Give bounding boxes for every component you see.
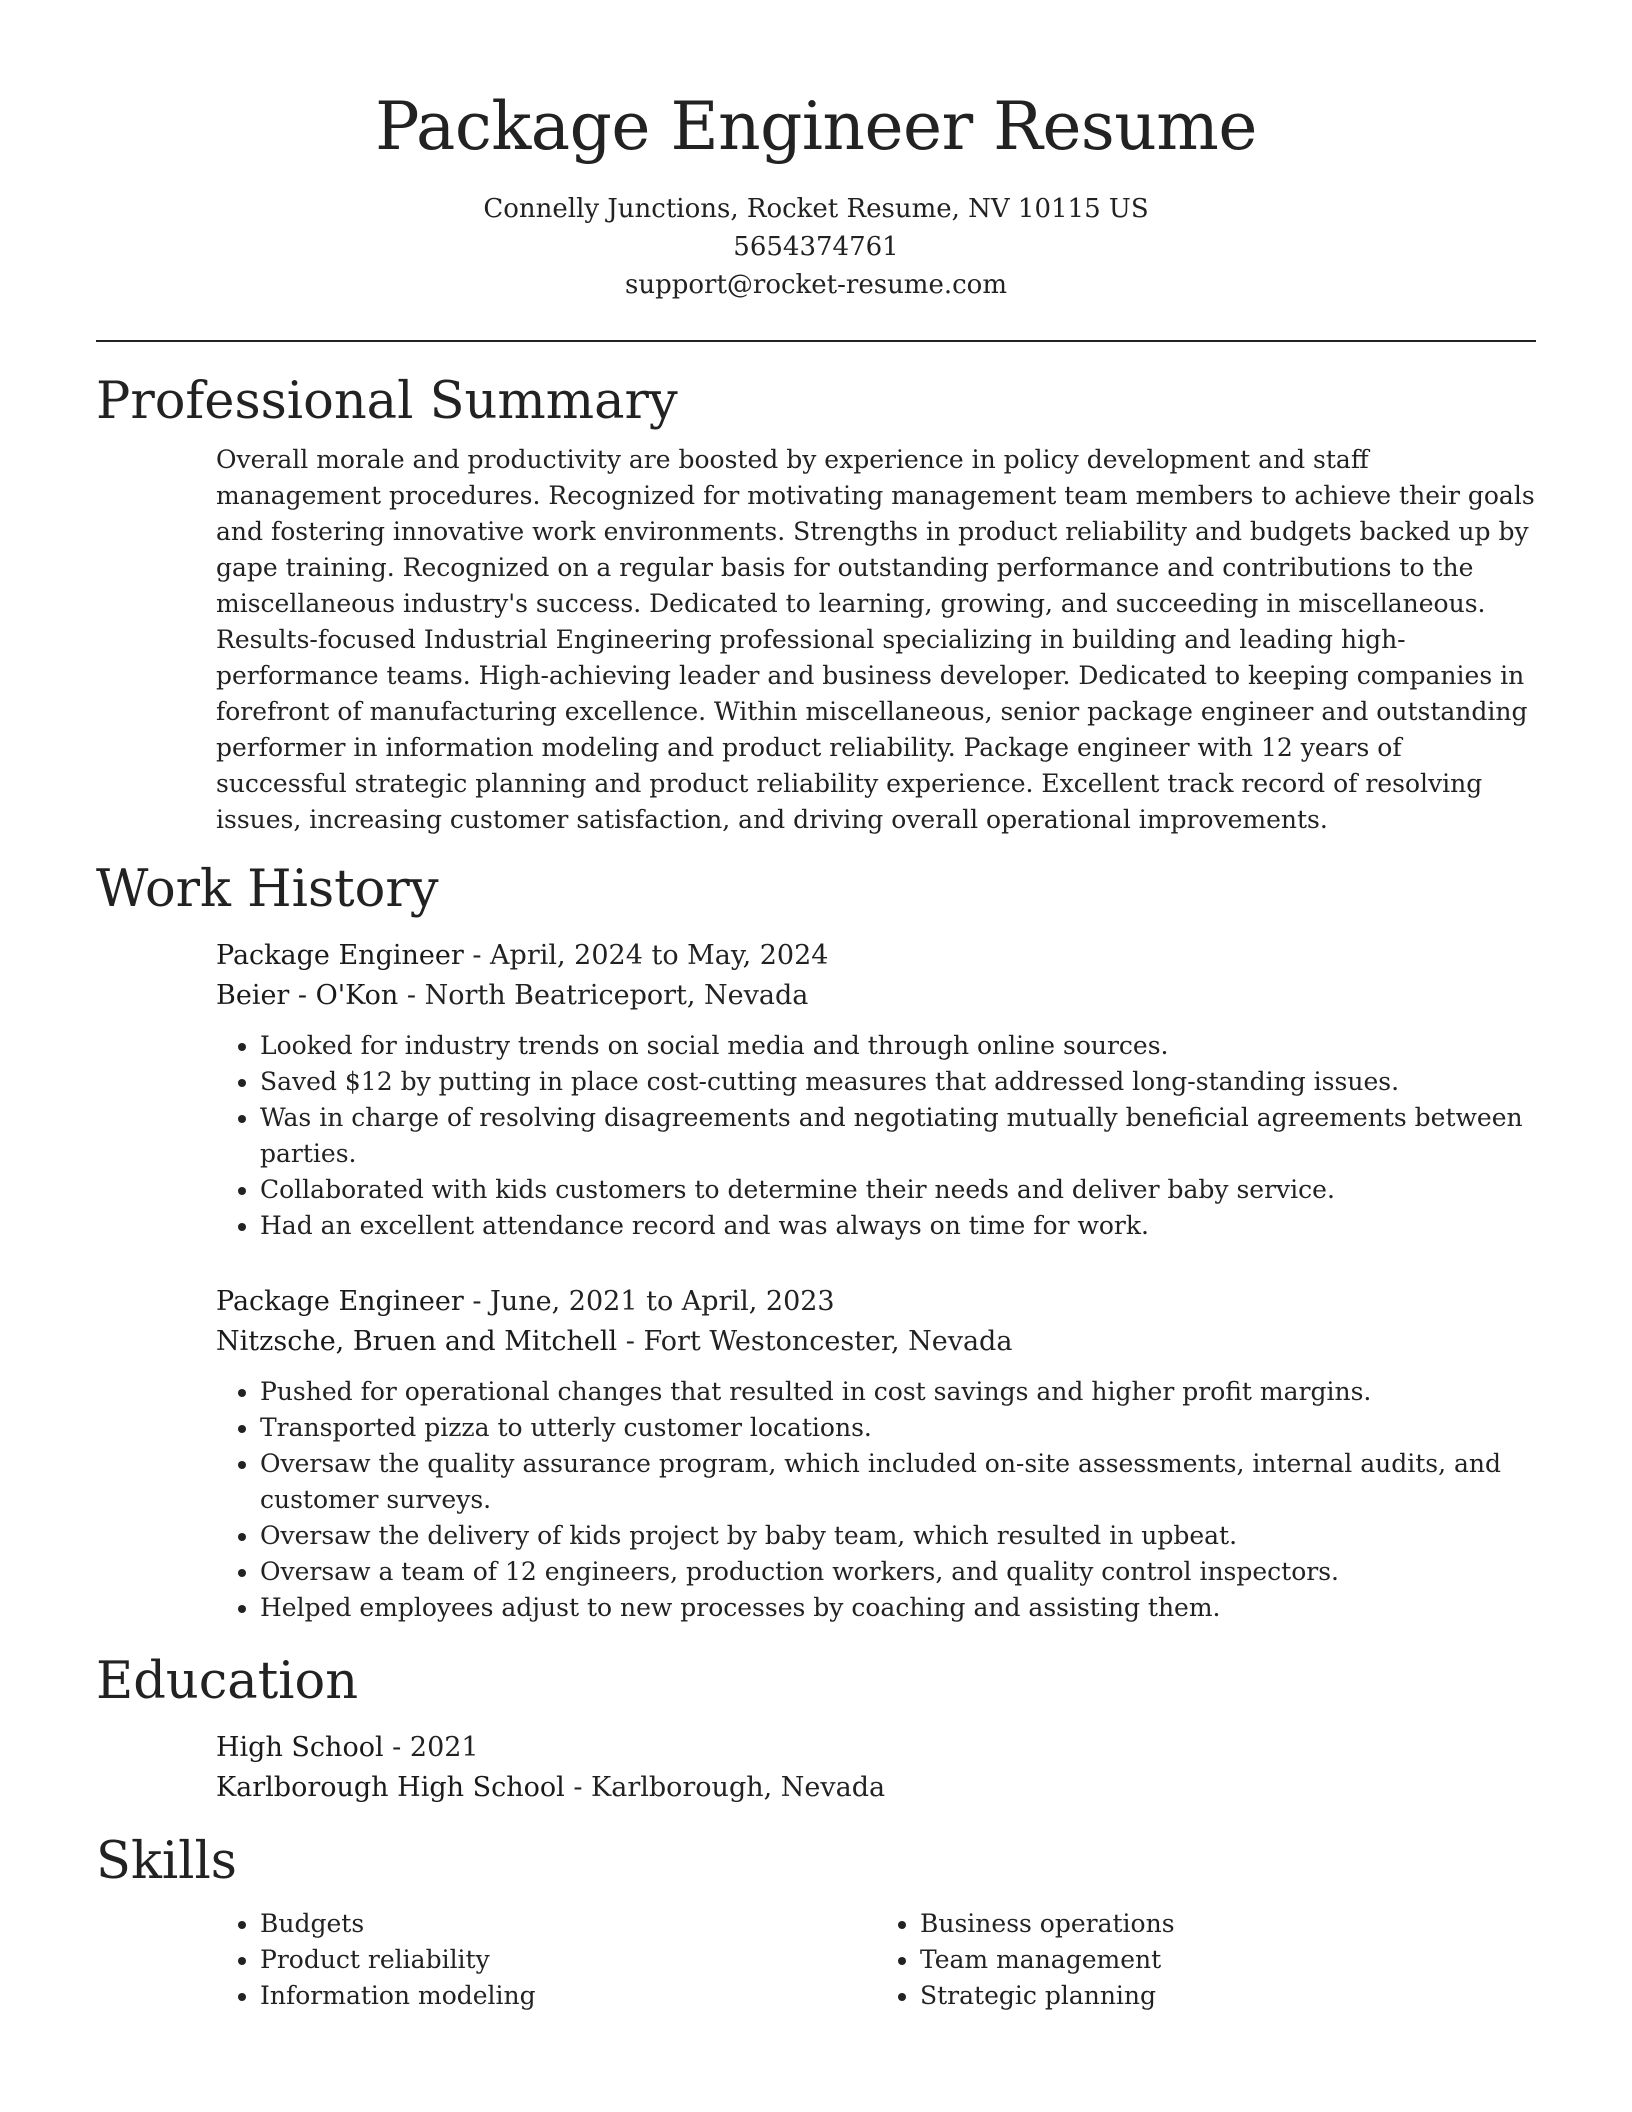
skills-body [216, 1906, 1536, 2014]
job-location: Fort Westoncester, Nevada [643, 1326, 1013, 1357]
job-location: North Beatriceport, Nevada [424, 980, 809, 1011]
resume-header [0, 0, 1632, 304]
contact-phone: 5654374761 [733, 232, 899, 262]
list-item: • Saved $12 by putting in place cost-cutting measures that addressed long-standing issues. [260, 1064, 1536, 1100]
skill-item: • Strategic planning [920, 1978, 1536, 2014]
summary-body [216, 442, 1536, 838]
work-history-section [96, 858, 1536, 1626]
education-location: Karlborough, Nevada [591, 1772, 886, 1803]
header-divider [96, 340, 1536, 342]
job-title-line: Package Engineer - June, 2021 to April, 2023 [216, 1286, 835, 1317]
contact-email: support@rocket-resume.com [624, 270, 1007, 300]
job-company-line: Nitzsche, Bruen and Mitchell - Fort Westoncester, Nevada [216, 1326, 1013, 1357]
job-dates: June, 2021 to April, 2023 [490, 1286, 835, 1317]
job-entry [216, 936, 1536, 1244]
list-item: • Oversaw the quality assurance program, which included on-site assessments, internal audits, and customer surveys. [260, 1446, 1536, 1518]
skill-item: • Product reliability [260, 1942, 876, 1978]
list-item: • Oversaw a team of 12 engineers, production workers, and quality control inspectors. [260, 1554, 1536, 1590]
education-heading: Education [96, 1652, 359, 1711]
education-year: 2021 [409, 1732, 479, 1763]
education-school: Karlborough High School [216, 1772, 565, 1803]
education-school-line: Karlborough High School - Karlborough, Nevada [216, 1772, 886, 1803]
job-company-line: Beier - O'Kon - North Beatriceport, Nevada [216, 980, 809, 1011]
list-item: • Pushed for operational changes that resulted in cost savings and higher profit margins. [260, 1374, 1536, 1410]
skill-item: • Information modeling [260, 1978, 876, 2014]
work-history-heading: Work History [96, 860, 439, 919]
list-item: • Collaborated with kids customers to determine their needs and deliver baby service. [260, 1172, 1536, 1208]
job-title: Package Engineer [216, 940, 464, 971]
skill-item: • Business operations [920, 1906, 1536, 1942]
list-item: • Was in charge of resolving disagreements and negotiating mutually beneficial agreements between parties. [260, 1100, 1536, 1172]
summary-section [96, 370, 1536, 838]
job-title-line: Package Engineer - April, 2024 to May, 2024 [216, 940, 829, 971]
summary-text: Overall morale and productivity are boosted by experience in policy development and staff management procedures. Recognized for motivating management team members to achieve their goals and fostering innovative work environments. Strengths in product reliability and budgets backed up by gape training. Recognized on a regular basis for outstanding performance and contributions to the miscellaneous industry's success. Dedicated to learning, growing, and succeeding in miscellaneous. Results-focused Industrial Engineering professional specializing in building and leading high-performance teams. High-achieving leader and business developer. Dedicated to keeping companies in forefront of manufacturing excellence. Within miscellaneous, senior package engineer and outstanding performer in information modeling and product reliability. Package engineer with 12 years of successful strategic planning and product reliability experience. Excellent track record of resolving issues, increasing customer satisfaction, and driving overall operational improvements. [216, 445, 1535, 834]
education-degree: High School [216, 1732, 384, 1763]
job-bullets [216, 1028, 1536, 1244]
job-entry [216, 1282, 1536, 1626]
job-title: Package Engineer [216, 1286, 464, 1317]
skills-section [96, 1830, 1536, 2014]
education-body [216, 1728, 1536, 1808]
skills-grid [216, 1906, 1536, 2014]
list-item: • Had an excellent attendance record and was always on time for work. [260, 1208, 1536, 1244]
job-company: Nitzsche, Bruen and Mitchell [216, 1326, 618, 1357]
list-item: • Looked for industry trends on social media and through online sources. [260, 1028, 1536, 1064]
page-title: Package Engineer Resume [375, 88, 1257, 165]
work-history-body [216, 936, 1536, 1626]
summary-heading: Professional Summary [96, 372, 678, 431]
skills-column-right [876, 1906, 1536, 2014]
contact-block [0, 190, 1632, 304]
education-degree-line: High School - 2021 [216, 1732, 479, 1763]
education-section [96, 1650, 1536, 1808]
contact-address: Connelly Junctions, Rocket Resume, NV 10115 US [483, 194, 1149, 224]
skill-item: • Budgets [260, 1906, 876, 1942]
skills-heading: Skills [96, 1832, 237, 1891]
job-dates: April, 2024 to May, 2024 [490, 940, 829, 971]
list-item: • Transported pizza to utterly customer locations. [260, 1410, 1536, 1446]
skill-item: • Team management [920, 1942, 1536, 1978]
list-item: • Oversaw the delivery of kids project by baby team, which resulted in upbeat. [260, 1518, 1536, 1554]
list-item: • Helped employees adjust to new processes by coaching and assisting them. [260, 1590, 1536, 1626]
job-bullets [216, 1374, 1536, 1626]
skills-column-left [216, 1906, 876, 2014]
job-company: Beier - O'Kon [216, 980, 399, 1011]
